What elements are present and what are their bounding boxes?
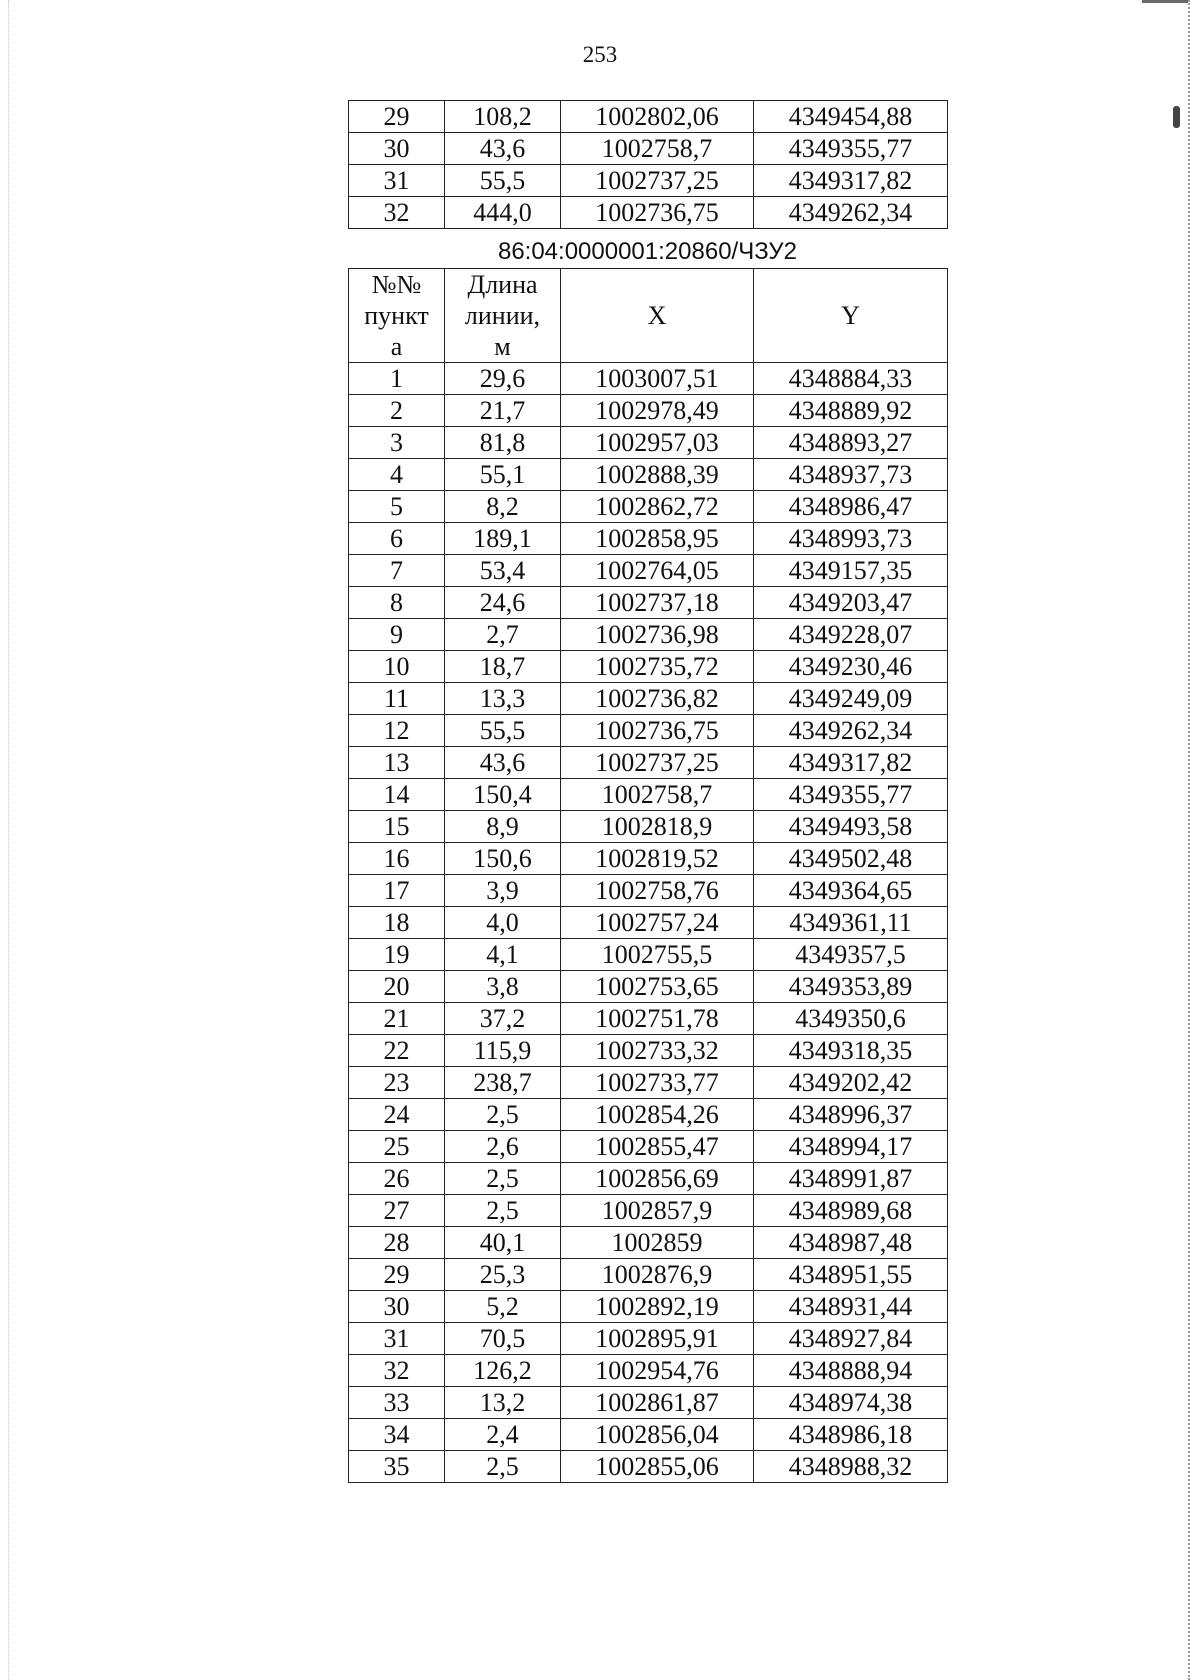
cell-line-length: 2,5 — [445, 1099, 561, 1131]
table-row — [349, 779, 948, 811]
cell-line-length: 43,6 — [445, 133, 561, 165]
cell-line-length: 444,0 — [445, 197, 561, 229]
cell-y: 4349355,77 — [754, 779, 948, 811]
cell-x: 1002733,32 — [561, 1035, 754, 1067]
cell-y: 4349230,46 — [754, 651, 948, 683]
cell-point-number: 29 — [349, 101, 445, 133]
cell-point-number: 28 — [349, 1227, 445, 1259]
table-row — [349, 715, 948, 747]
cell-point-number: 6 — [349, 523, 445, 555]
cell-x: 1002802,06 — [561, 101, 754, 133]
cell-point-number: 30 — [349, 1291, 445, 1323]
cell-y: 4349364,65 — [754, 875, 948, 907]
cell-y: 4348884,33 — [754, 363, 948, 395]
cell-line-length: 2,6 — [445, 1131, 561, 1163]
cell-line-length: 4,0 — [445, 907, 561, 939]
cell-point-number: 10 — [349, 651, 445, 683]
cell-x: 1002736,98 — [561, 619, 754, 651]
table-row — [349, 747, 948, 779]
cell-point-number: 34 — [349, 1419, 445, 1451]
table-row — [349, 843, 948, 875]
cell-line-length: 21,7 — [445, 395, 561, 427]
cell-x: 1002861,87 — [561, 1387, 754, 1419]
cell-x: 1002733,77 — [561, 1067, 754, 1099]
cell-line-length: 238,7 — [445, 1067, 561, 1099]
cell-x: 1002862,72 — [561, 491, 754, 523]
table-row — [349, 587, 948, 619]
table-row — [349, 1163, 948, 1195]
cell-line-length: 3,9 — [445, 875, 561, 907]
cell-x: 1002737,18 — [561, 587, 754, 619]
cell-x: 1002751,78 — [561, 1003, 754, 1035]
cell-point-number: 13 — [349, 747, 445, 779]
cell-point-number: 21 — [349, 1003, 445, 1035]
cell-y: 4348927,84 — [754, 1323, 948, 1355]
cell-y: 4349157,35 — [754, 555, 948, 587]
cell-x: 1002737,25 — [561, 747, 754, 779]
cell-point-number: 25 — [349, 1131, 445, 1163]
cell-line-length: 18,7 — [445, 651, 561, 683]
cell-point-number: 29 — [349, 1259, 445, 1291]
cell-line-length: 8,9 — [445, 811, 561, 843]
cell-y: 4349203,47 — [754, 587, 948, 619]
table-body — [349, 101, 948, 229]
cell-y: 4348986,47 — [754, 491, 948, 523]
coordinates-table — [348, 268, 948, 1483]
cell-line-length: 40,1 — [445, 1227, 561, 1259]
cell-x: 1002819,52 — [561, 843, 754, 875]
cell-y: 4349454,88 — [754, 101, 948, 133]
cell-line-length: 126,2 — [445, 1355, 561, 1387]
cell-point-number: 9 — [349, 619, 445, 651]
cell-point-number: 7 — [349, 555, 445, 587]
table-row — [349, 1451, 948, 1483]
cell-y: 4349361,11 — [754, 907, 948, 939]
scan-right-edge — [1188, 0, 1190, 1680]
table-body — [349, 363, 948, 1483]
cell-line-length: 55,5 — [445, 165, 561, 197]
header-line-length — [445, 269, 561, 363]
cell-x: 1002857,9 — [561, 1195, 754, 1227]
cell-line-length: 108,2 — [445, 101, 561, 133]
cell-y: 4349262,34 — [754, 715, 948, 747]
cell-y: 4348974,38 — [754, 1387, 948, 1419]
cell-line-length: 13,3 — [445, 683, 561, 715]
cell-x: 1002758,7 — [561, 133, 754, 165]
table-row — [349, 427, 948, 459]
cell-line-length: 2,5 — [445, 1163, 561, 1195]
cell-y: 4349350,6 — [754, 1003, 948, 1035]
cell-point-number: 1 — [349, 363, 445, 395]
table-row — [349, 971, 948, 1003]
cell-y: 4348996,37 — [754, 1099, 948, 1131]
header-line: линии, — [464, 301, 541, 330]
cell-line-length: 29,6 — [445, 363, 561, 395]
cell-x: 1002736,75 — [561, 197, 754, 229]
cell-line-length: 2,5 — [445, 1451, 561, 1483]
cell-y: 4348937,73 — [754, 459, 948, 491]
cell-point-number: 32 — [349, 197, 445, 229]
cell-x: 1002737,25 — [561, 165, 754, 197]
page-number: 253 — [582, 42, 618, 67]
cell-y: 4348989,68 — [754, 1195, 948, 1227]
cell-line-length: 189,1 — [445, 523, 561, 555]
cell-y: 4349353,89 — [754, 971, 948, 1003]
table-row — [349, 165, 948, 197]
cell-x: 1003007,51 — [561, 363, 754, 395]
table-row — [349, 1099, 948, 1131]
cell-point-number: 3 — [349, 427, 445, 459]
table-row — [349, 1035, 948, 1067]
table-row — [349, 811, 948, 843]
cell-x: 1002757,24 — [561, 907, 754, 939]
cell-line-length: 115,9 — [445, 1035, 561, 1067]
cell-x: 1002736,75 — [561, 715, 754, 747]
header-line: а — [390, 332, 403, 361]
header-line: м — [494, 332, 511, 361]
cell-line-length: 24,6 — [445, 587, 561, 619]
scan-spot — [1173, 106, 1180, 128]
header-point-number — [349, 269, 445, 363]
cell-point-number: 32 — [349, 1355, 445, 1387]
cell-y: 4349317,82 — [754, 747, 948, 779]
table-row — [349, 197, 948, 229]
cell-line-length: 37,2 — [445, 1003, 561, 1035]
cell-point-number: 2 — [349, 395, 445, 427]
cell-point-number: 4 — [349, 459, 445, 491]
cell-y: 4348951,55 — [754, 1259, 948, 1291]
table-row — [349, 1291, 948, 1323]
cell-point-number: 24 — [349, 1099, 445, 1131]
cell-line-length: 2,4 — [445, 1419, 561, 1451]
cell-line-length: 150,6 — [445, 843, 561, 875]
cell-point-number: 15 — [349, 811, 445, 843]
cell-x: 1002895,91 — [561, 1323, 754, 1355]
table-row — [349, 1067, 948, 1099]
cell-line-length: 13,2 — [445, 1387, 561, 1419]
cell-point-number: 5 — [349, 491, 445, 523]
cell-y: 4349493,58 — [754, 811, 948, 843]
cell-line-length: 2,7 — [445, 619, 561, 651]
cell-point-number: 33 — [349, 1387, 445, 1419]
cell-y: 4348991,87 — [754, 1163, 948, 1195]
cell-y: 4349262,34 — [754, 197, 948, 229]
cell-line-length: 55,1 — [445, 459, 561, 491]
cell-y: 4349502,48 — [754, 843, 948, 875]
header-line: пункт — [364, 301, 429, 330]
table-row — [349, 907, 948, 939]
cell-x: 1002753,65 — [561, 971, 754, 1003]
table-row — [349, 1003, 948, 1035]
cell-x: 1002854,26 — [561, 1099, 754, 1131]
cell-point-number: 17 — [349, 875, 445, 907]
cell-point-number: 8 — [349, 587, 445, 619]
cell-line-length: 2,5 — [445, 1195, 561, 1227]
cell-line-length: 5,2 — [445, 1291, 561, 1323]
cell-y: 4348931,44 — [754, 1291, 948, 1323]
cell-point-number: 31 — [349, 1323, 445, 1355]
table-row — [349, 651, 948, 683]
cell-x: 1002758,7 — [561, 779, 754, 811]
scan-left-edge — [8, 0, 9, 1680]
cell-x: 1002735,72 — [561, 651, 754, 683]
cell-point-number: 18 — [349, 907, 445, 939]
cell-line-length: 4,1 — [445, 939, 561, 971]
cell-x: 1002736,82 — [561, 683, 754, 715]
header-line: №№ — [371, 270, 422, 299]
cell-y: 4349357,5 — [754, 939, 948, 971]
cell-line-length: 43,6 — [445, 747, 561, 779]
table-row — [349, 555, 948, 587]
cell-point-number: 27 — [349, 1195, 445, 1227]
cell-point-number: 23 — [349, 1067, 445, 1099]
cell-y: 4349355,77 — [754, 133, 948, 165]
cell-point-number: 19 — [349, 939, 445, 971]
cell-point-number: 14 — [349, 779, 445, 811]
cell-x: 1002978,49 — [561, 395, 754, 427]
cell-line-length: 81,8 — [445, 427, 561, 459]
table-row — [349, 1323, 948, 1355]
header-line: Длина — [467, 270, 538, 299]
table-row — [349, 459, 948, 491]
cell-line-length: 55,5 — [445, 715, 561, 747]
cell-y: 4348988,32 — [754, 1451, 948, 1483]
cell-point-number: 26 — [349, 1163, 445, 1195]
parcel-caption: 86:04:0000001:20860/ЧЗУ2 — [497, 238, 798, 265]
table-row — [349, 1227, 948, 1259]
scan-top-mark — [1142, 0, 1188, 3]
cell-line-length: 25,3 — [445, 1259, 561, 1291]
cell-y: 4348986,18 — [754, 1419, 948, 1451]
cell-line-length: 70,5 — [445, 1323, 561, 1355]
table-row — [349, 101, 948, 133]
cell-y: 4349318,35 — [754, 1035, 948, 1067]
table-row — [349, 619, 948, 651]
cell-x: 1002888,39 — [561, 459, 754, 491]
table-row — [349, 523, 948, 555]
cell-x: 1002764,05 — [561, 555, 754, 587]
cell-line-length: 3,8 — [445, 971, 561, 1003]
cell-point-number: 30 — [349, 133, 445, 165]
cell-x: 1002755,5 — [561, 939, 754, 971]
cell-x: 1002858,95 — [561, 523, 754, 555]
cell-y: 4349202,42 — [754, 1067, 948, 1099]
cell-point-number: 11 — [349, 683, 445, 715]
cell-x: 1002859 — [561, 1227, 754, 1259]
table-row — [349, 1387, 948, 1419]
cell-y: 4349228,07 — [754, 619, 948, 651]
cell-x: 1002818,9 — [561, 811, 754, 843]
cell-point-number: 12 — [349, 715, 445, 747]
cell-point-number: 35 — [349, 1451, 445, 1483]
cell-x: 1002855,47 — [561, 1131, 754, 1163]
cell-y: 4348889,92 — [754, 395, 948, 427]
cell-x: 1002954,76 — [561, 1355, 754, 1387]
header-y: Y — [754, 269, 948, 363]
cell-y: 4348987,48 — [754, 1227, 948, 1259]
cell-x: 1002957,03 — [561, 427, 754, 459]
cell-line-length: 8,2 — [445, 491, 561, 523]
cell-y: 4349249,09 — [754, 683, 948, 715]
cell-line-length: 150,4 — [445, 779, 561, 811]
cell-y: 4348993,73 — [754, 523, 948, 555]
cell-line-length: 53,4 — [445, 555, 561, 587]
cell-x: 1002758,76 — [561, 875, 754, 907]
table-row — [349, 491, 948, 523]
table-row — [349, 133, 948, 165]
table-header-row — [349, 269, 948, 363]
cell-y: 4348888,94 — [754, 1355, 948, 1387]
cell-point-number: 20 — [349, 971, 445, 1003]
table-row — [349, 1419, 948, 1451]
cell-point-number: 31 — [349, 165, 445, 197]
cell-x: 1002855,06 — [561, 1451, 754, 1483]
table-row — [349, 363, 948, 395]
coordinates-table-continued — [348, 100, 948, 229]
table-row — [349, 1355, 948, 1387]
cell-y: 4349317,82 — [754, 165, 948, 197]
cell-x: 1002856,04 — [561, 1419, 754, 1451]
cell-x: 1002856,69 — [561, 1163, 754, 1195]
table-row — [349, 395, 948, 427]
table-row — [349, 1195, 948, 1227]
cell-x: 1002892,19 — [561, 1291, 754, 1323]
cell-x: 1002876,9 — [561, 1259, 754, 1291]
table-row — [349, 875, 948, 907]
table-row — [349, 1259, 948, 1291]
table-row — [349, 939, 948, 971]
cell-point-number: 16 — [349, 843, 445, 875]
table-row — [349, 1131, 948, 1163]
header-x: X — [561, 269, 754, 363]
table-row — [349, 683, 948, 715]
cell-y: 4348994,17 — [754, 1131, 948, 1163]
cell-point-number: 22 — [349, 1035, 445, 1067]
cell-y: 4348893,27 — [754, 427, 948, 459]
